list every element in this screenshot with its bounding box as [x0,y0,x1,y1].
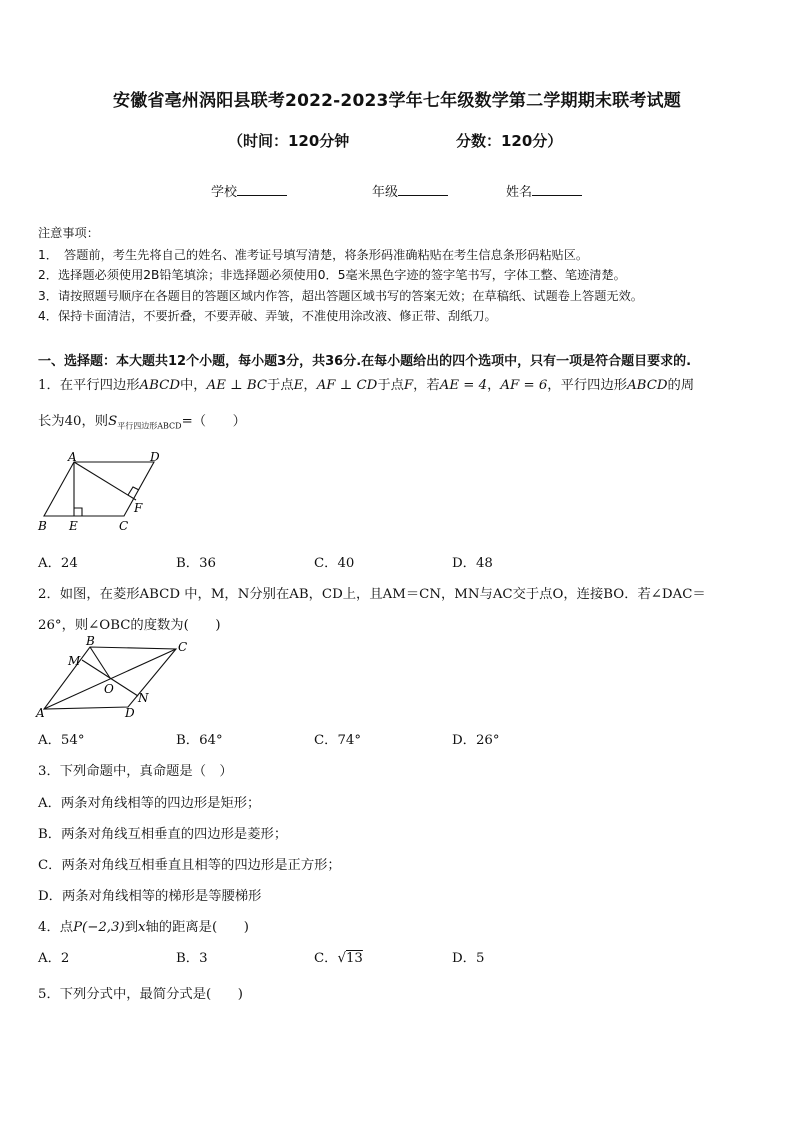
q2-label-n: N [138,691,149,705]
q1-label-e: E [69,519,78,533]
name-field [506,181,582,200]
q2-option-d: D．26° [452,733,500,748]
q1-option-c: C．40 [314,556,355,571]
q1-math: AF ⊥ CD [316,378,378,393]
note-item-4: 4．保持卡面清洁，不要折叠，不要弄破、弄皱，不准使用涂改液、修正带、刮纸刀。 [38,309,497,323]
q4-option-c-label: C． [314,951,338,966]
q4-text: 到 [124,920,138,935]
q1-math: AE = 4 [439,378,488,393]
q1-option-b: B．36 [176,556,216,571]
name-label: 姓名 [506,185,533,200]
q1-math: F [403,378,414,393]
school-field [211,181,287,200]
q3-stem: 3．下列命题中，真命题是（ ） [38,764,233,779]
note-item-3: 3．请按照题号顺序在各题目的答题区域内作答，超出答题区域书写的答案无效；在草稿纸、试题卷上答题无效。 [38,289,643,303]
q1-text: 中， [180,378,207,393]
exam-score: 分数：120分） [456,132,563,150]
q1-text: 于点 [267,378,294,393]
q1-option-d: D．48 [452,556,493,571]
q2-label-a: A [36,706,45,720]
q3-option-a: A．两条对角线相等的四边形是矩形； [38,796,261,811]
notes-heading: 注意事项： [38,226,99,240]
school-label: 学校 [211,185,238,200]
note-item-1: 1． 答题前，考生先将自己的姓名、准考证号填写清楚，将条形码准确粘贴在考生信息条形码粘贴区。 [38,248,589,262]
q1-text: ， [487,378,501,393]
q4-option-d: D．5 [452,951,485,966]
q1-math: ABCD [139,378,181,393]
q2-option-a: A．54° [38,733,85,748]
q4-math: x [137,920,146,935]
q1-math: AE ⊥ BC [206,378,268,393]
name-blank [532,183,582,196]
q1-label-f: F [134,501,143,515]
q1-label-a: A [68,450,77,464]
q2-segment-bo [90,647,110,678]
q4-option-c-radicand: 13 [345,951,363,966]
q1-label-b: B [38,519,47,533]
q2-label-d: D [125,706,135,720]
q2-label-m: M [68,654,81,668]
q1-math: E [293,378,304,393]
q1-text: 的周 [667,378,695,393]
q1-text: =（ ） [181,414,246,429]
q4-text: 4．点 [38,920,74,935]
q1-area-subscript: 平行四边形ABCD [117,421,182,431]
q4-math: P(−2,3) [73,920,125,935]
q2-option-c: C．74° [314,733,362,748]
q1-math: AF = 6 [500,378,548,393]
section-heading: 一、选择题：本大题共12个小题，每小题3分，共36分.在每小题给出的四个选项中，只有一项是符合题目要求的. [38,354,692,369]
q4-option-a: A．2 [38,951,70,966]
q2-option-b: B．64° [176,733,223,748]
q1-line1 [38,374,694,393]
exam-title: 安徽省亳州涡阳县联考2022-2023学年七年级数学第二学期期末联考试题 [113,91,681,111]
q1-segment-af [74,462,136,500]
note-item-2: 2．选择题必须使用2B铅笔填涂；非选择题必须使用0．5毫米黑色字迹的签字笔书写，字体工整、笔迹清楚。 [38,268,626,282]
grade-blank [398,183,448,196]
q4-stem [38,916,249,935]
grade-field [372,181,448,200]
q1-option-a: A．24 [38,556,78,571]
q1-text: 1．在平行四边形 [38,378,140,393]
q4-option-c [314,947,363,966]
q1-line2 [38,410,246,432]
q5-stem: 5．下列分式中，最简分式是( ) [38,987,243,1002]
q1-right-angle-e [74,508,82,516]
q3-option-d: D．两条对角线相等的梯形是等腰梯形 [38,889,262,904]
q3-option-b: B．两条对角线互相垂直的四边形是菱形； [38,827,288,842]
q2-line1: 2．如图，在菱形ABCD 中，M，N分别在AB，CD上，且AM＝CN，MN与AC交于点O，连接BO．若∠DAC＝ [38,587,706,602]
q1-math: ABCD [627,378,668,393]
q1-parallelogram-figure [30,448,180,533]
q2-label-b: B [86,635,95,648]
q2-label-c: C [178,640,188,654]
exam-time: （时间：120分钟 [228,132,350,150]
q1-text: ， [303,378,317,393]
q1-text: ，平行四边形 [547,378,628,393]
q2-line2: 26°，则∠OBC的度数为( ) [38,618,221,633]
grade-label: 年级 [372,185,399,200]
q2-label-o: O [104,682,114,696]
q1-text: 于点 [377,378,404,393]
q1-text: 长为40，则 [38,414,109,429]
q1-area-symbol: S [108,414,118,429]
q1-text: ，若 [413,378,440,393]
q1-label-d: D [150,450,160,464]
q4-text: 轴的距离是( ) [145,920,249,935]
q1-label-c: C [119,519,129,533]
school-blank [237,183,287,196]
q3-option-c: C．两条对角线互相垂直且相等的四边形是正方形； [38,858,341,873]
q2-diagonal-ac [44,649,176,709]
q2-rhombus-figure [30,635,200,723]
q4-option-b: B．3 [176,951,208,966]
sqrt-icon: √ [337,951,346,966]
